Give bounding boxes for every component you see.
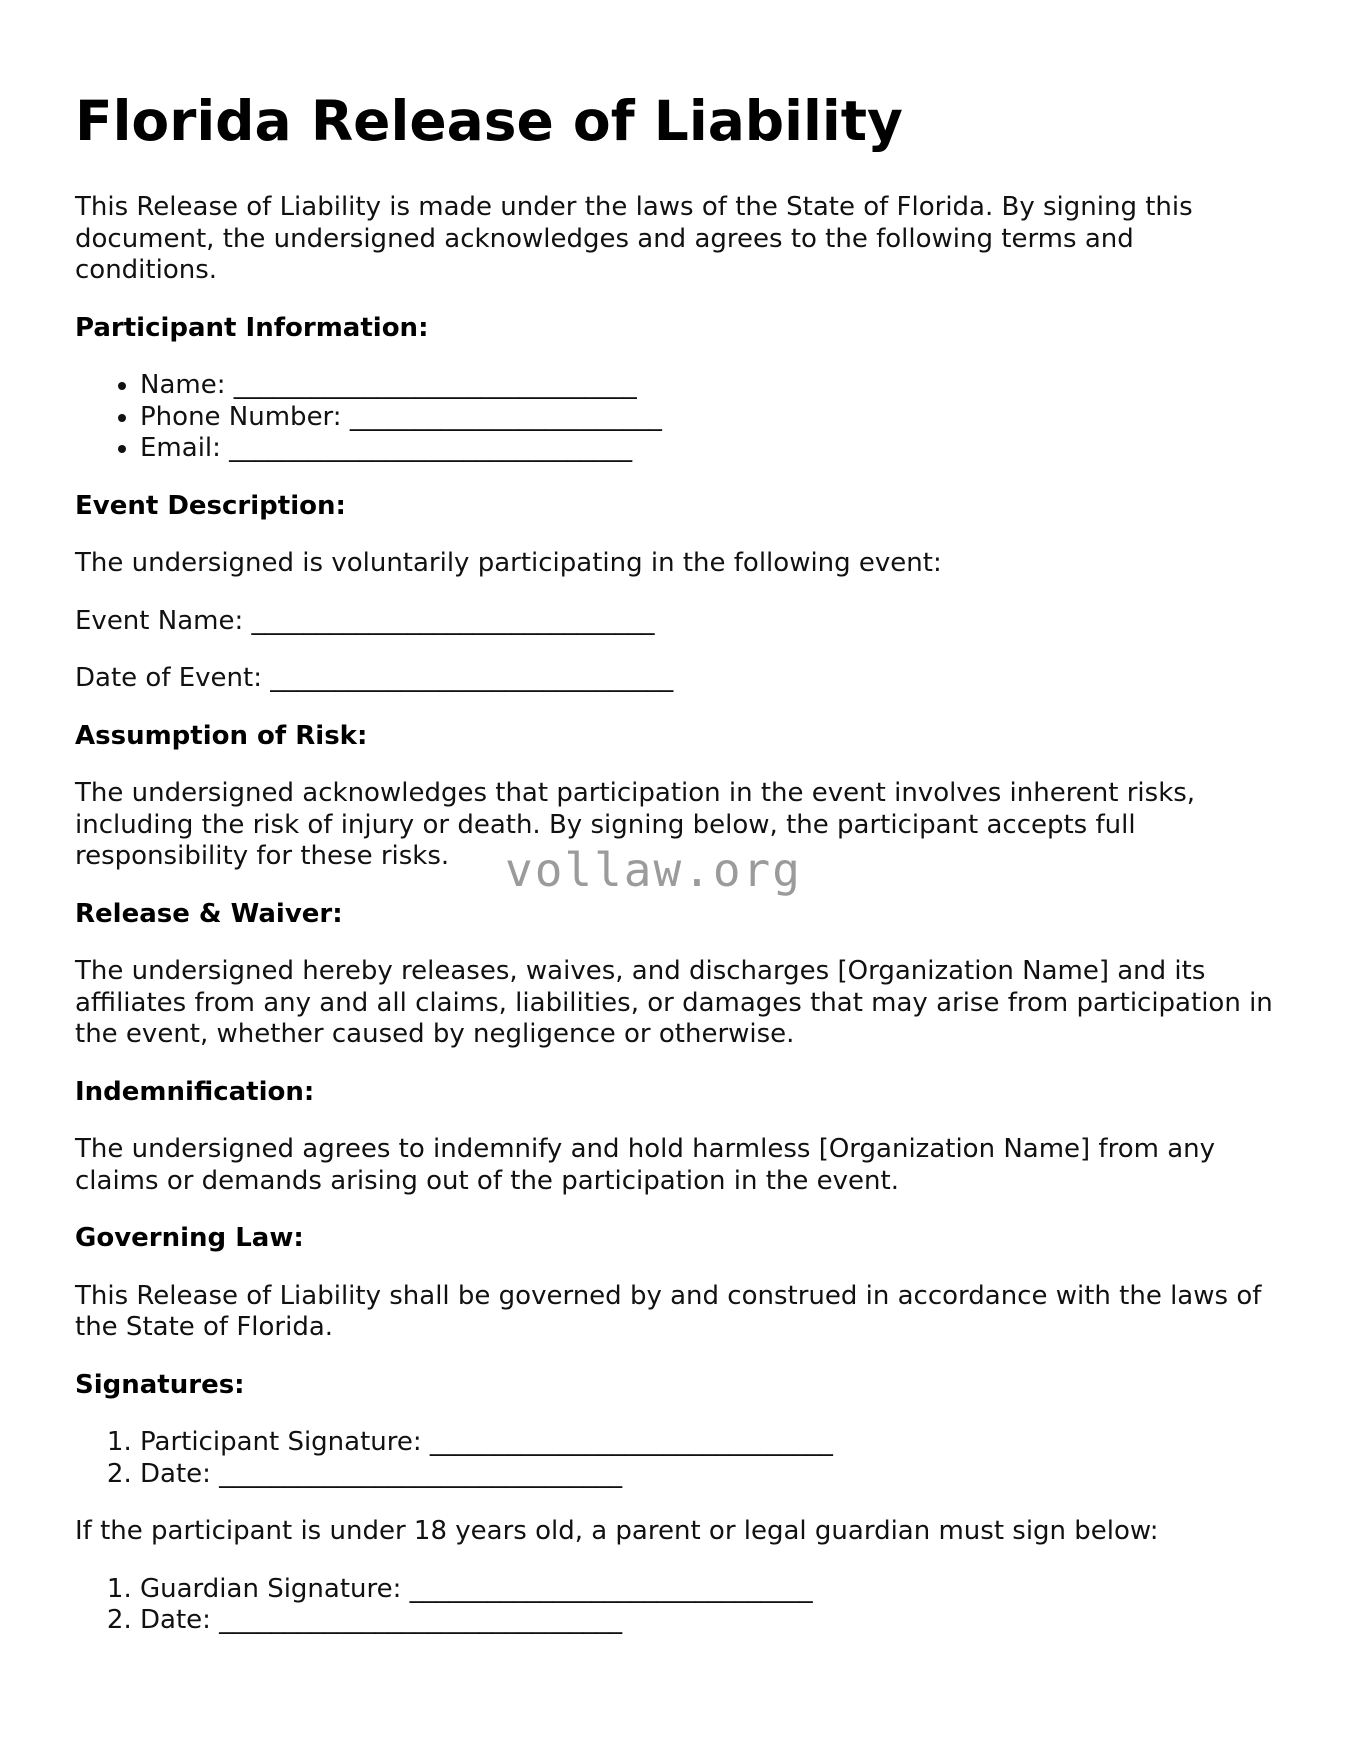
participant-information-heading: Participant Information: bbox=[75, 312, 429, 343]
participant-information-list bbox=[75, 370, 1275, 465]
event-description-heading: Event Description: bbox=[75, 490, 346, 521]
participant-phone-field: • Phone Number: ________________________ bbox=[140, 402, 1275, 434]
governing-law-heading: Governing Law: bbox=[75, 1223, 304, 1253]
release-waiver-text: The undersigned hereby releases, waives, and discharges [Organization Name] and its affiliates from any and all claims, liabilities, or damages that may arise from participation in the event, whether caused by negligence or otherwise. bbox=[75, 956, 1273, 1049]
governing-law-text: This Release of Liability shall be governed by and construed in accordance with the laws of the State of Florida. bbox=[75, 1280, 1262, 1342]
event-description-text: The undersigned is voluntarily participating in the following event: bbox=[75, 548, 942, 578]
event-name-field: Event Name: _______________________________ bbox=[75, 605, 655, 636]
release-waiver-heading: Release & Waiver: bbox=[75, 898, 343, 929]
signatures-heading: Signatures: bbox=[75, 1369, 245, 1400]
participant-name-field: • Name: _______________________________ bbox=[140, 370, 1275, 402]
participant-email-field: • Email: _______________________________ bbox=[140, 433, 1275, 465]
guardian-signature-date-field: 2. Date: _______________________________ bbox=[140, 1605, 1275, 1637]
guardian-note: If the participant is under 18 years old, a parent or legal guardian must sign below: bbox=[75, 1516, 1159, 1546]
participant-signature-field: 1. Participant Signature: _______________________________ bbox=[140, 1427, 1275, 1459]
guardian-signature-field: 1. Guardian Signature: _______________________________ bbox=[140, 1574, 1275, 1606]
document-title: Florida Release of Liability bbox=[75, 89, 903, 153]
assumption-of-risk-text: The undersigned acknowledges that participation in the event involves inherent risks, including the risk of injury or death. By signing below, the participant accepts full responsibility for these risks. bbox=[75, 778, 1196, 871]
guardian-signature-list bbox=[75, 1574, 1275, 1637]
intro-paragraph: This Release of Liability is made under the laws of the State of Florida. By signing this document, the undersigned acknowledges and agrees to the following terms and conditions. bbox=[75, 192, 1193, 285]
assumption-of-risk-heading: Assumption of Risk: bbox=[75, 720, 368, 751]
participant-signature-list bbox=[75, 1427, 1275, 1490]
event-date-field: Date of Event: _______________________________ bbox=[75, 663, 674, 693]
indemnification-text: The undersigned agrees to indemnify and hold harmless [Organization Name] from any claims or demands arising out of the participation in the event. bbox=[75, 1134, 1216, 1196]
participant-signature-date-field: 2. Date: _______________________________ bbox=[140, 1459, 1275, 1491]
watermark-text: vollaw.org bbox=[505, 843, 802, 897]
indemnification-heading: Indemnification: bbox=[75, 1076, 315, 1107]
